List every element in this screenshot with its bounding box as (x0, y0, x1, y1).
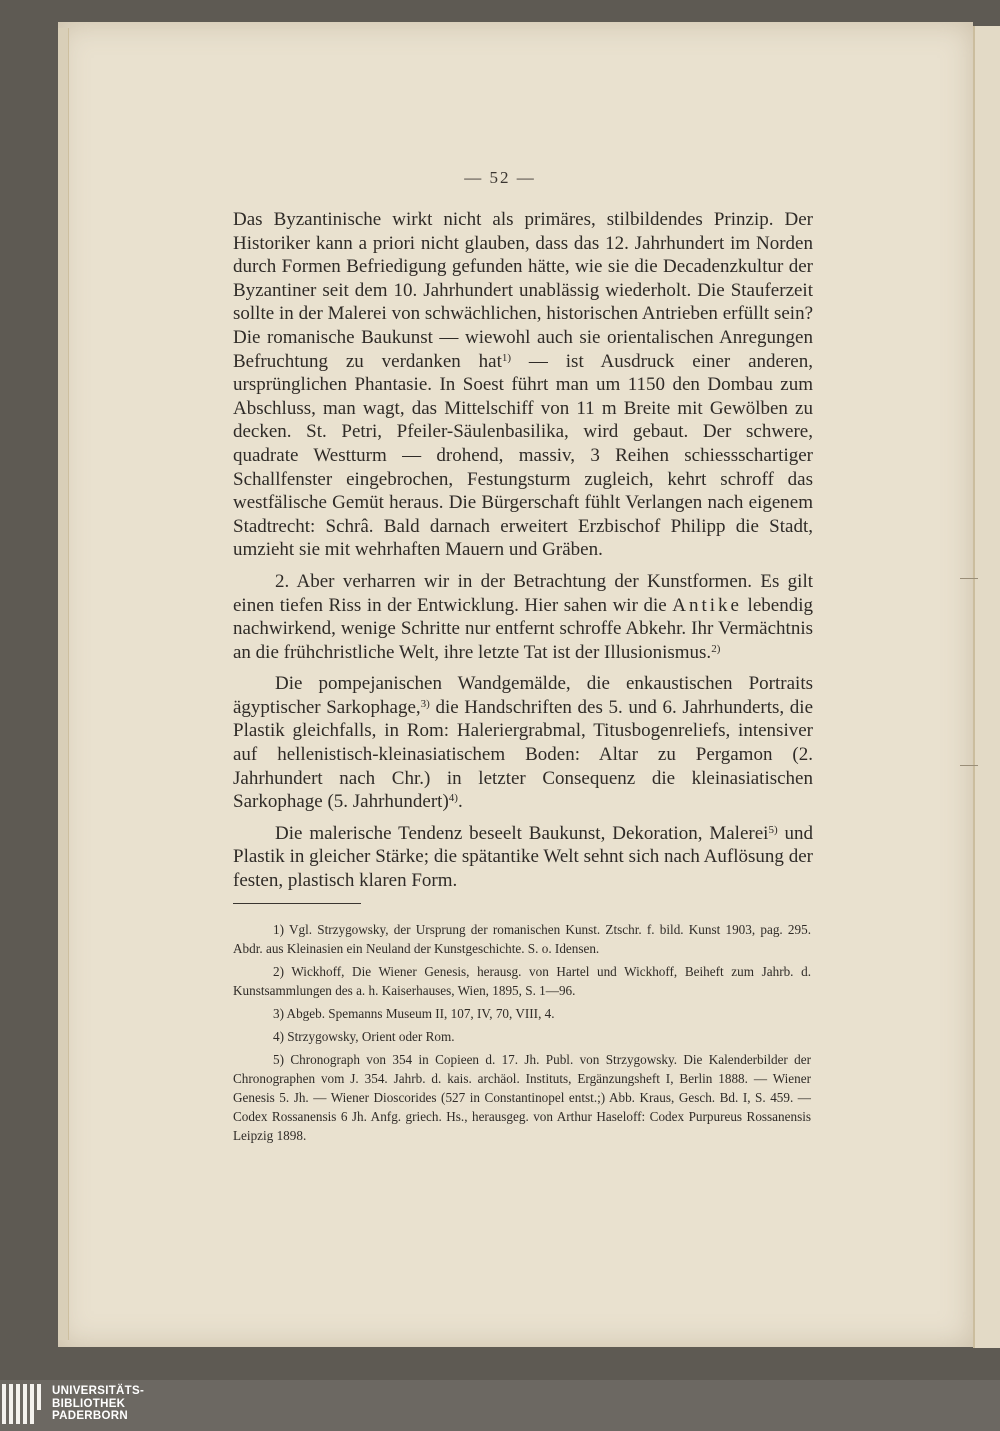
body-text (233, 208, 813, 901)
paragraph-text: — ist Ausdruck einer anderen, ursprünglichen Phantasie. In Soest führt man um 1150 den Dombau zum Abschluss, man wagt, das Mittelschiff von 11 m Breite mit Gewölben zu decken. St. Petri, Pfeiler-Säulenbasilika, wird gebaut. Der schwere, quadrate Westturm — drohend, massiv, 3 Reihen schiessschartiger Schallfenster eingebrochen, Festungsturm zugleich, kehrt schroff das westfälische Gemüt heraus. Die Bürgerschaft fühlt Verlangen nach eigenem Stadtrecht: Schrâ. Bald darnach erweitert Erzbischof Philipp die Stadt, umzieht sie mit wehrhaften Mauern und Gräben. (233, 350, 813, 561)
footnote-reference: 1) (501, 351, 512, 364)
page-gutter (58, 28, 69, 1340)
spaced-emphasis: Antike (672, 594, 742, 616)
paragraph-text: Die pompejanischen Wandgemälde, die enkaustischen Portraits ägyptischer Sarkophage, (233, 673, 813, 718)
footnote-reference: 2) (711, 642, 721, 655)
paragraph-text: lebendig nachwirkend, wenige Schritte nur entfernt schroffe Abkehr. Ihr Vermächtnis an die frühchristliche Welt, ihre letzte Tat ist der Illusionismus. (233, 594, 813, 663)
library-logo-text (52, 1385, 144, 1423)
library-logo-line: UNIVERSITÄTS- (52, 1385, 145, 1397)
paragraph-text: und Plastik in gleicher Stärke; die spätantike Welt sehnt sich nach Auflösung der festen, plastisch klaren Form. (233, 822, 814, 892)
footnote-5: 5) Chronograph von 354 in Copieen d. 17. Jh. Publ. von Strzygowsky. Die Kalenderbilder der Chronographen vom J. 354. Jahrb. d. kais. archäol. Instituts, Ergänzungsheft I, Berlin 1888. — Wiener Genesis 5. Jh. — Wiener Dioscorides (527 in Constantinopel entst.;) Abb. Kraus, Gesch. Bd. I, S. 459. — Codex Rossanensis 6 Jh. Anfg. griech. Hs., herausgeg. von Arthur Haseloff: Codex Purpureus Rossanensis Leipzig 1898. (233, 1052, 811, 1143)
footnote-reference: 5) (768, 823, 778, 836)
library-logo-icon (2, 1384, 44, 1428)
next-page-edge (973, 26, 1000, 1348)
body-paragraph (233, 822, 813, 893)
library-logo-line: PADERBORN (52, 1410, 128, 1422)
footnote-reference: 4) (448, 792, 458, 805)
body-paragraph (233, 672, 813, 814)
library-footer (0, 1380, 1000, 1431)
footnote-1: 1) Vgl. Strzygowsky, der Ursprung der romanischen Kunst. Ztschr. f. bild. Kunst 1903, pag. 295. Abdr. aus Kleinasien ein Neuland der Kunstgeschichte. S. o. Idensen. (233, 922, 811, 956)
paragraph-text: . (457, 791, 463, 813)
footnotes (233, 920, 811, 1149)
footnote-4: 4) Strzygowsky, Orient oder Rom. (273, 1029, 455, 1044)
library-logo-line: BIBLIOTHEK (52, 1397, 126, 1410)
footnote-3: 3) Abgeb. Spemanns Museum II, 107, IV, 70, VIII, 4. (273, 1006, 555, 1021)
paragraph-text: Die malerische Tendenz beseelt Baukunst, Dekoration, Malerei (275, 822, 769, 844)
paragraph-text: Das Byzantinische wirkt nicht als primäres, stilbildendes Prinzip. Der Historiker kann a priori nicht glauben, dass das 12. Jahrhundert im Norden durch Formen Befriedigung gefunden hätte, wie sie die Decadenzkultur der Byzantiner seit dem 10. Jahrhundert unablässig wiederholt. Die Stauferzeit sollte in der Malerei von schwächlichen, historischen Antrieben erfüllt sein? Die romanische Baukunst — wiewohl auch sie orientalischen Anregungen Befruchtung zu verdanken hat (233, 209, 813, 372)
body-paragraph (233, 208, 813, 562)
paragraph-text: 2. Aber verharren wir in der Betrachtung der Kunstformen. Es gilt einen tiefen Riss in der Entwicklung. Hier sahen wir die (233, 570, 813, 616)
footnote-rule (233, 903, 361, 904)
body-paragraph (233, 570, 813, 664)
footnote-reference: 3) (420, 697, 430, 710)
page-tick-mark (960, 578, 978, 579)
paragraph-text: die Handschriften des 5. und 6. Jahrhunderts, die Plastik gleichfalls, in Rom: Haleriergrabmal, Titusbogenreliefs, intensiver auf hellenistisch-kleinasiatischem Boden: Altar zu Pergamon (2. Jahrhundert nach Chr.) in letzter Consequenz die kleinasiatischen Sarkophage (5. Jahrhundert) (233, 696, 814, 813)
page-tick-mark (960, 765, 978, 766)
footnote-2: 2) Wickhoff, Die Wiener Genesis, herausg. von Hartel und Wickhoff, Beiheft zum Jahrb. d. Kunstsammlungen des a. h. Kaiserhauses, Wien, 1895, S. 1—96. (233, 964, 811, 998)
page-number: — 52 — (464, 168, 536, 187)
